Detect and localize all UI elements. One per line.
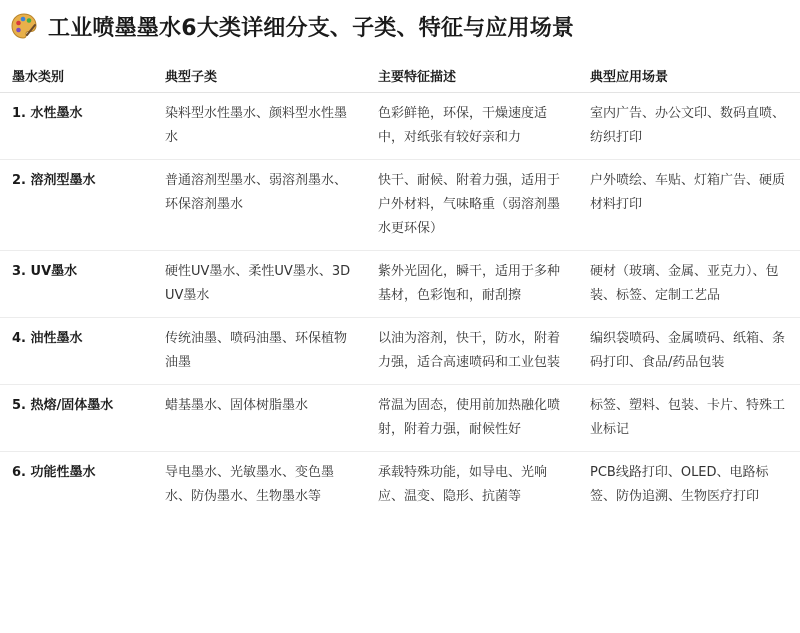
cell-applications: 户外喷绘、车贴、灯箱广告、硬质材料打印 xyxy=(578,160,800,251)
cell-applications: 编织袋喷码、金属喷码、纸箱、条码打印、食品/药品包装 xyxy=(578,318,800,385)
table-row xyxy=(0,93,800,160)
cell-features: 色彩鲜艳，环保，干燥速度适中，对纸张有较好亲和力 xyxy=(366,93,578,160)
cell-subtypes: 普通溶剂型墨水、弱溶剂墨水、环保溶剂墨水 xyxy=(153,160,366,251)
header-applications: 典型应用场景 xyxy=(578,58,800,93)
cell-category: 3. UV墨水 xyxy=(0,251,153,318)
cell-subtypes: 蜡基墨水、固体树脂墨水 xyxy=(153,385,366,452)
table-row xyxy=(0,385,800,452)
cell-features: 常温为固态，使用前加热融化喷射，附着力强，耐候性好 xyxy=(366,385,578,452)
cell-category: 6. 功能性墨水 xyxy=(12,465,96,480)
cell-applications: 硬材（玻璃、金属、亚克力）、包装、标签、定制工艺品 xyxy=(578,251,800,318)
header-subtypes: 典型子类 xyxy=(153,58,366,93)
header-category: 墨水类别 xyxy=(0,58,153,93)
table-row xyxy=(0,160,800,251)
cell-subtypes: 导电墨水、光敏墨水、变色墨水、防伪墨水、生物墨水等 xyxy=(165,465,335,504)
cell-applications: 室内广告、办公文印、数码直喷、纺织打印 xyxy=(578,93,800,160)
cell-applications: 标签、塑料、包装、卡片、特殊工业标记 xyxy=(578,385,800,452)
ink-category-table xyxy=(0,58,800,518)
table-row xyxy=(0,318,800,385)
artist-palette-icon xyxy=(10,12,38,40)
cell-category: 5. 热熔/固体墨水 xyxy=(0,385,153,452)
table-row xyxy=(0,251,800,318)
cell-category: 1. 水性墨水 xyxy=(0,93,153,160)
cell-category: 4. 油性墨水 xyxy=(0,318,153,385)
cell-features: 承载特殊功能，如导电、光响应、温变、隐形、抗菌等 xyxy=(378,465,548,504)
header-features: 主要特征描述 xyxy=(366,58,578,93)
cell-subtypes: 染料型水性墨水、颜料型水性墨水 xyxy=(153,93,366,160)
table-row xyxy=(0,452,800,519)
page-title: 工业喷墨墨水6大类详细分支、子类、特征与应用场景 xyxy=(48,15,575,41)
title-row xyxy=(10,8,574,44)
cell-features: 以油为溶剂，快干，防水，附着力强，适合高速喷码和工业包装 xyxy=(366,318,578,385)
cell-features: 紫外光固化，瞬干，适用于多种基材，色彩饱和，耐刮擦 xyxy=(366,251,578,318)
cell-category: 2. 溶剂型墨水 xyxy=(0,160,153,251)
cell-features: 快干、耐候、附着力强，适用于户外材料，气味略重（弱溶剂墨水更环保） xyxy=(366,160,578,251)
cell-applications: PCB线路打印、OLED、电路标签、防伪追溯、生物医疗打印 xyxy=(590,465,769,504)
cell-subtypes: 硬性UV墨水、柔性UV墨水、3D UV墨水 xyxy=(153,251,366,318)
table-header-row xyxy=(0,58,800,93)
cell-subtypes: 传统油墨、喷码油墨、环保植物油墨 xyxy=(153,318,366,385)
